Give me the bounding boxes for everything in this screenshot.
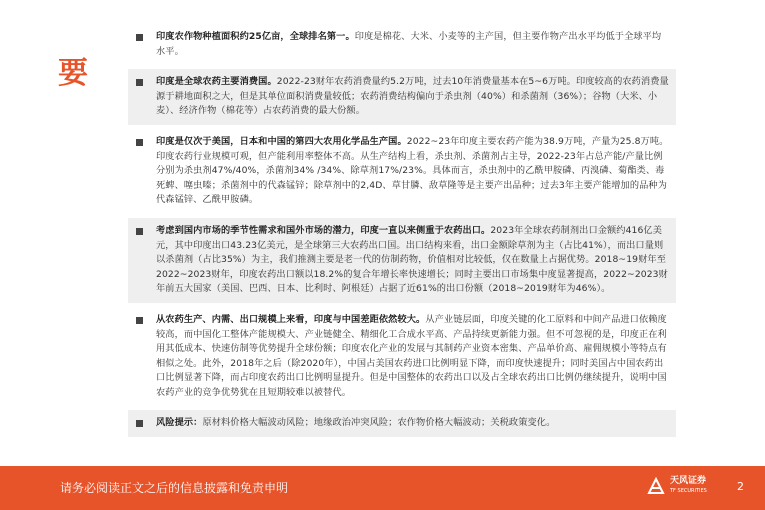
summary-text (156, 224, 670, 297)
summary-text (156, 135, 670, 208)
summary-text (156, 75, 670, 119)
summary-heading: 从农药生产、内需、出口规模上来看，印度与中国差距依然较大。 (156, 313, 426, 325)
summary-body: 印度是棉花、大米、小麦等的主产国，但主要作物产出水平均低于全球平均水平。 (156, 31, 662, 57)
square-bullet-icon (136, 79, 143, 86)
summary-heading: 印度农作物种植面积约25亿亩，全球排名第一。 (156, 31, 355, 42)
logo-text (670, 476, 707, 496)
square-bullet-icon (136, 139, 143, 146)
summary-item-2 (128, 69, 676, 125)
square-bullet-icon (136, 317, 143, 324)
summary-text (156, 30, 670, 59)
summary-text (156, 313, 670, 401)
footer-bar (0, 466, 765, 510)
summary-body: 2023年全球农药制剂出口金额约416亿美元，其中印度出口43.23亿美元，是全球第三大农药出口国。出口结构来看，出口金额除草剂为主（占比41%），而出口量则以杀菌剂（占比35%）为主，我们推测主要是老一代的仿制药物，价值相对比较低，仅在数量上占据优势。2018~19财年至2022~2023财年，印度农药出口额以18.2%的复合年增长率快速增长；同时主要出口市场集中度显著提高，2022~2023财年前五大国家（美国、巴西、日本、比利时、阿根廷）占据了近61%的出口份额（2018~2019财年为46%）。 (156, 224, 668, 295)
company-logo (646, 476, 707, 496)
summary-body: 原材料价格大幅波动风险；地缘政治冲突风险；农作物价格大幅波动；关税政策变化。 (202, 417, 556, 429)
square-bullet-icon (136, 420, 143, 427)
summary-body: 2022-23财年农药消费量约5.2万吨，过去10年消费量基本在5~6万吨。印度较高的农药消费量源于耕地面积之大，但是其单位面积消费量较低；农药消费结构偏向于杀虫剂（40%）和杀菌剂（36%）；谷物（大米、小麦）、经济作物（棉花等）占农药消费的最大份额。 (156, 76, 669, 117)
summary-heading: 风险提示： (156, 417, 203, 429)
summary-body: 从产业链层面，印度关键的化工原料和中间产品进口依赖度较高，而中国化工整体产能规模大、产业链健全、精细化工合成水平高、产品持续更新能力强。但不可忽视的是，印度正在利用其低成本、快速仿制等优势提升全球份额；印度农化产业的发展与其制药产业资本密集、产品单价高、雇佣规模小等特点有相似之处。此外，2018年之后（除2020年），中国占美国农药进口比例明显下降，而印度快速提升；同时美国占中国农药出口比例显著下降，而占印度农药出口比例明显提升。但是中国整体的农药出口以及占全球农药出口比例仍继续提升，说明中国农药产业的竞争优势犹在且短期较难以被替代。 (156, 313, 667, 398)
square-bullet-icon (136, 34, 143, 41)
summary-heading: 考虑到国内市场的季节性需求和国外市场的潜力，印度一直以来侧重于农药出口。 (156, 224, 491, 236)
summary-item-3 (128, 129, 676, 214)
section-label: 要 (58, 56, 88, 91)
square-bullet-icon (136, 228, 143, 235)
summary-item-4 (128, 218, 676, 303)
logo-name-cn: 天风证券 (670, 476, 707, 486)
summary-item-6 (128, 410, 676, 437)
summary-text (156, 416, 670, 431)
logo-icon (646, 476, 666, 496)
summary-list (128, 24, 676, 441)
summary-item-1 (128, 24, 676, 65)
page-number: 2 (737, 480, 744, 493)
disclaimer-text: 请务必阅读正文之后的信息披露和免责申明 (60, 481, 289, 495)
summary-heading: 印度是全球农药主要消费国。 (156, 76, 277, 88)
summary-item-5 (128, 307, 676, 407)
logo-name-en: TF SECURITIES (670, 488, 707, 494)
summary-body: 2022~23年印度主要农药产能为38.9万吨，产量为25.8万吨。印度农药行业规模可观，但产能利用率整体不高。从生产结构上看，杀虫剂、杀菌剂占主导，2022-23年占总产能/产量比例分别为杀虫剂47%/40%，杀菌剂34% /34%、除草剂17%/23%。具体而言，杀虫剂中的乙酰甲胺磷、丙溴磷、菊酯类、毒死蜱、噻虫嗪；杀菌剂中的代森锰锌；除草剂中的2,4D、草甘膦、敌草隆等是主要产出品种；过去3年主要产能增加的品种为代森锰锌、乙酰甲胺磷。 (156, 135, 669, 206)
summary-heading: 印度是仅次于美国，日本和中国的第四大农用化学品生产国。 (156, 135, 407, 147)
